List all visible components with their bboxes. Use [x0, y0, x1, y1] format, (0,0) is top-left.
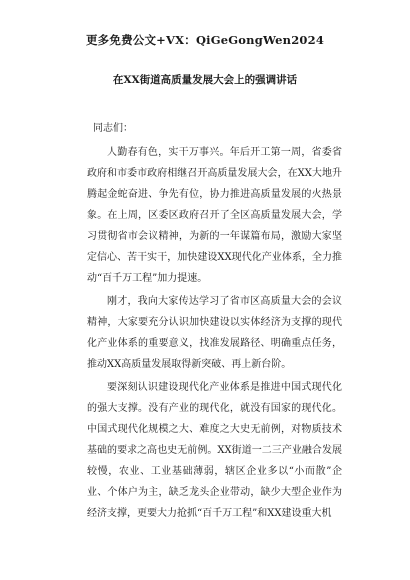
- paragraph-2: 刚才，我向大家传达学习了省市区高质量大会的会议精神，大家要充分认识加快建设以实体经济为支撑的现代化产业体系的重要意义，找准发展路径、明确重点任务，推动XX高质量发展取得新突破、再上新台阶。: [87, 296, 342, 370]
- salutation: 同志们：: [93, 123, 133, 134]
- document-title: 在XX街道高质量发展大会上的强调讲话: [112, 74, 298, 86]
- watermark-header: 更多免费公文+VX：QiGeGongWen2024: [85, 33, 325, 47]
- paragraph-3: 要深刻认识建设现代化产业体系是推进中国式现代化的强大支撑。没有产业的现代化，就没有国家的现代化。中国式现代化规模之大、难度之大史无前例，对物质技术基础的要求之高也史无前例。XX街道一二三产业融合发展较慢，农业、工业基础薄弱，辖区企业多以“小而散”企业、个体户为主，缺乏龙头企业带动，缺少大型企业作为经济支撑，更要大力抢抓“百千万工程”和XX建设重大机: [87, 382, 342, 519]
- paragraph-1: 人勤春有色，实干万事兴。年后开工第一周，省委省政府和市委市政府相继召开高质量发展大会，在XX大地升腾起金蛇奋进、争先有位，协力推进高质量发展的火热景象。在上周，区委区政府召开了全区高质量发展大会，学习贯彻省市会议精神，为新的一年谋篇布局，激励大家坚定信心、苦干实干，加快建设XX现代化产业体系，全力推动“百千万工程”加力提速。: [87, 147, 342, 284]
- document-body: [87, 118, 342, 524]
